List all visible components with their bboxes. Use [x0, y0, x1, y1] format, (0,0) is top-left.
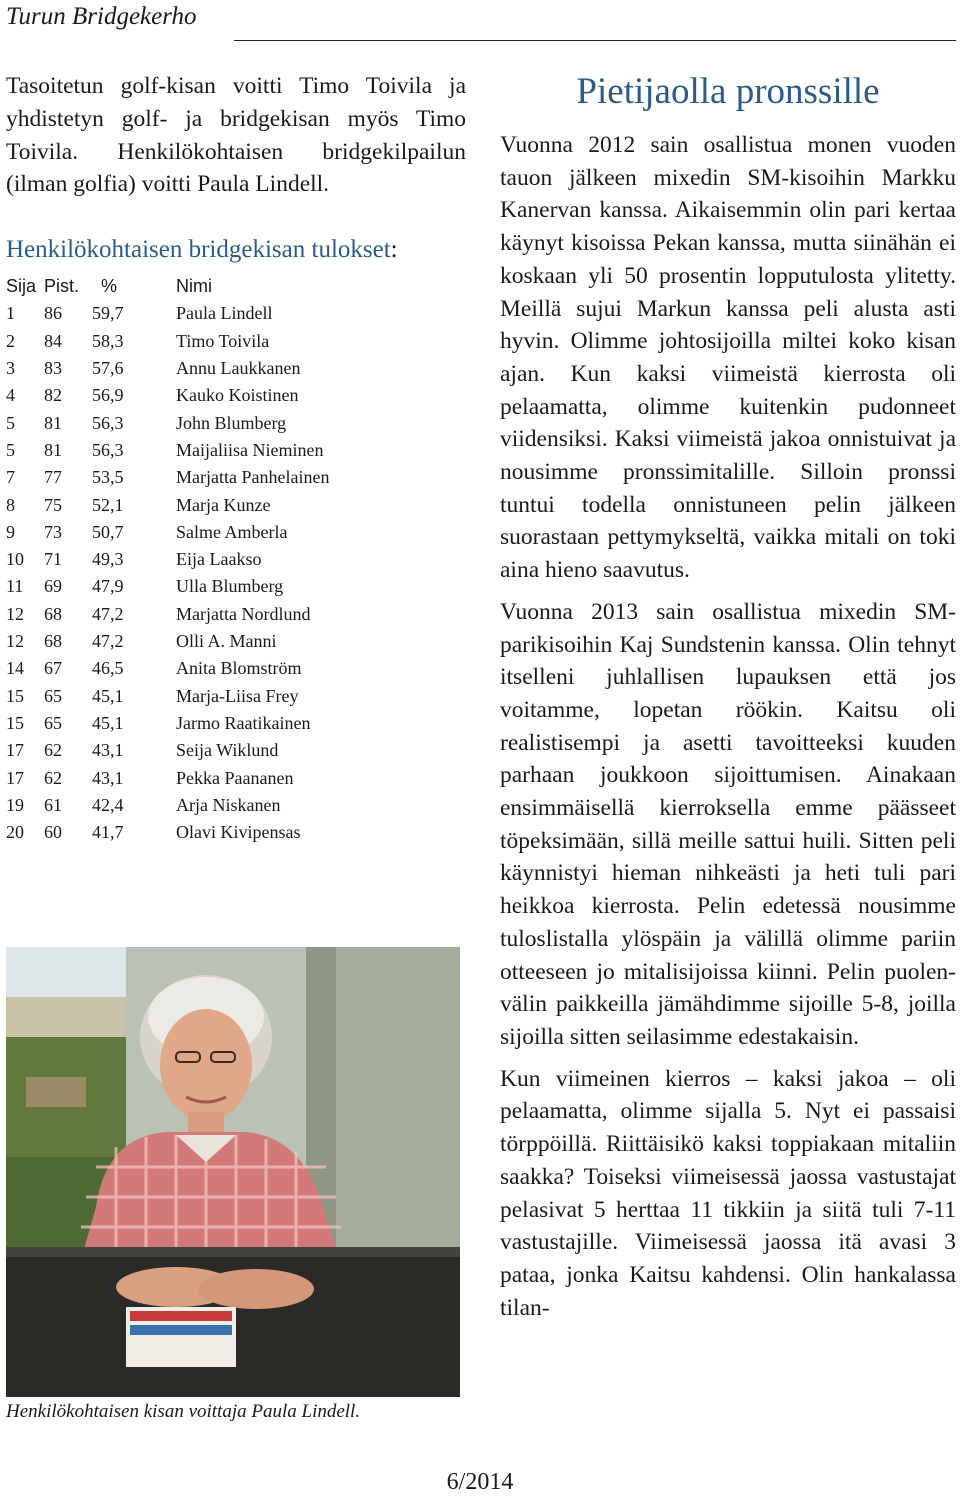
table-row [6, 737, 466, 764]
result-cell-sija: 5 [6, 412, 15, 433]
result-cell-pct: 45,1 [92, 712, 124, 733]
result-cell-pist: 67 [44, 658, 62, 679]
table-row [6, 464, 466, 491]
column-header-percent: % [101, 276, 118, 297]
result-cell-pct: 53,5 [92, 467, 124, 488]
result-cell-sija: 2 [6, 330, 15, 351]
result-cell-pct: 43,1 [92, 767, 124, 788]
result-cell-pct: 56,3 [92, 412, 124, 433]
result-cell-pist: 65 [44, 712, 62, 733]
column-header-pist: Pist. [44, 276, 80, 297]
column-header-sija: Sija [6, 276, 37, 297]
table-row [6, 519, 466, 546]
header-rule [234, 40, 956, 41]
article-paragraph-2: Vuonna 2013 sain osallistua mixedin SM-parikisoihin Kaj Sundstenin kanssa. Olin tehnyt itselleni juhlallisen lupauksen että jos voitamme, lopetan röökin. Kaitsu oli realistisempi ja asetti tavoitteeksi kuuden parhaan joukkoon sijoittumisen. Ainakaan ensimmäisellä kierroksella emme päässeet töpeksimään, sillä meille sattui huili. Sitten peli käynnistyi hieman nihkeästi ja heti tuli pari heikkoa kierrosta. Pelin edetessä nousimme tuloslistalla ylöspäin ja välillä olimme pariin otteeseen jo mitalisijoissa kiinni. Pelin puolenvälin paikkeilla jämähdimme sijoille 5-8, joilla sijoilla sitten seilasimme edestakaisin. [500, 598, 956, 1050]
result-cell-pist: 75 [44, 494, 62, 515]
result-cell-pct: 58,3 [92, 330, 124, 351]
result-cell-nimi: Eija Laakso [176, 549, 262, 570]
result-cell-pct: 50,7 [92, 521, 124, 542]
result-cell-sija: 12 [6, 603, 24, 624]
result-cell-pist: 71 [44, 549, 62, 570]
table-row [6, 382, 466, 409]
table-row [6, 546, 466, 573]
result-cell-pct: 41,7 [92, 822, 124, 843]
result-cell-sija: 3 [6, 358, 15, 379]
result-cell-sija: 7 [6, 467, 15, 488]
result-cell-pct: 49,3 [92, 549, 124, 570]
result-cell-pist: 69 [44, 576, 62, 597]
result-cell-nimi: Marjatta Nordlund [176, 603, 311, 624]
result-cell-pct: 57,6 [92, 358, 124, 379]
result-cell-pist: 68 [44, 631, 62, 652]
result-cell-nimi: Olavi Kivipensas [176, 822, 301, 843]
result-cell-pist: 84 [44, 330, 62, 351]
page-number: 6/2014 [446, 1469, 514, 1495]
result-cell-sija: 20 [6, 822, 24, 843]
table-row [6, 573, 466, 600]
result-cell-pist: 81 [44, 439, 62, 460]
right-column [500, 70, 956, 1324]
result-cell-sija: 12 [6, 631, 24, 652]
table-row [6, 655, 466, 682]
result-cell-nimi: John Blumberg [176, 412, 287, 433]
result-cell-pct: 59,7 [92, 303, 124, 324]
result-cell-pct: 47,2 [92, 603, 124, 624]
table-row [6, 328, 466, 355]
result-cell-nimi: Marja Kunze [176, 494, 271, 515]
result-cell-pct: 47,2 [92, 631, 124, 652]
result-cell-pist: 81 [44, 412, 62, 433]
results-heading-text: Henkilökohtaisen bridgekisan tulokset [6, 236, 391, 264]
table-row [6, 792, 466, 819]
left-column [6, 70, 466, 846]
result-cell-nimi: Annu Laukkanen [176, 358, 301, 379]
results-heading-colon: : [390, 236, 398, 264]
result-cell-pct: 47,9 [92, 576, 124, 597]
result-cell-pist: 83 [44, 358, 62, 379]
result-cell-pist: 73 [44, 521, 62, 542]
article-paragraph-3: Kun viimeinen kierros – kaksi jakoa – oli pelaamatta, olimme sijalla 5. Nyt ei passaisi törppöillä. Riittäisikö kaksi toppiakaan mitaliin saakka? Toiseksi viimeisessä jaossa vastustajat pelasivat 5 herttaa 11 tikkiin ja siitä tuli 7-11 vastustajille. Viimeisessä jaossa itä avasi 3 pataa, jonka Kaitsu kahdensi. Olin hankalassa tilan- [500, 1065, 956, 1321]
table-row [6, 355, 466, 382]
result-cell-nimi: Kauko Koistinen [176, 385, 299, 406]
table-row [6, 628, 466, 655]
table-row [6, 819, 466, 846]
result-cell-nimi: Arja Niskanen [176, 794, 281, 815]
table-row [6, 601, 466, 628]
result-cell-nimi: Seija Wiklund [176, 740, 279, 761]
result-cell-nimi: Ulla Blumberg [176, 576, 284, 597]
table-row [6, 300, 466, 327]
intro-paragraph: Tasoitetun golf-kisan voitti Timo Toivila ja yhdistetyn golf- ja bridgekisan myös Timo Toivila. Henkilökohtaisen bridgekilpailun (ilman golfia) voitti Paula Lindell. [6, 73, 466, 198]
result-cell-pist: 60 [44, 822, 62, 843]
photo-caption: Henkilökohtaisen kisan voittaja Paula Lindell. [6, 1401, 361, 1422]
article-title: Pietijaolla pronssille [576, 71, 880, 112]
result-cell-sija: 4 [6, 385, 15, 406]
result-cell-nimi: Olli A. Manni [176, 631, 277, 652]
result-cell-sija: 14 [6, 658, 24, 679]
table-row [6, 492, 466, 519]
result-cell-nimi: Paula Lindell [176, 303, 273, 324]
column-header-nimi: Nimi [176, 276, 212, 297]
result-cell-pct: 43,1 [92, 740, 124, 761]
result-cell-nimi: Marjatta Panhelainen [176, 467, 330, 488]
result-cell-sija: 15 [6, 712, 24, 733]
publication-title: Turun Bridgekerho [6, 3, 197, 30]
results-heading [6, 233, 466, 266]
result-cell-pist: 62 [44, 740, 62, 761]
result-cell-pct: 42,4 [92, 794, 124, 815]
article-paragraph-1: Vuonna 2012 sain osallistua monen vuoden tauon jälkeen mixedin SM-kisoihin Markku Kanervan kanssa. Aikaisemmin olin pari kertaa käynyt kisoissa Pekan kanssa, mutta siinähän ei koskaan yli 50 prosentin lopputulosta ylitetty. Meillä sujui Markun kanssa peli alusta asti hyvin. Olimme johtosijoilla miltei koko kisan ajan. Kun kaksi viimeistä kierrosta oli pelaamatta, olimme kuitenkin pudonneet viidensiksi. Kaksi viimeistä jakoa onnistuivat ja nousimme pronssimitalille. Silloin pronssi tuntui todella onnistuneen pelin jälkeen suorastaan pettymykseltä, vaikka mitali on toki aina hieno saavutus. [500, 132, 956, 584]
result-cell-sija: 5 [6, 439, 15, 460]
result-cell-pist: 86 [44, 303, 62, 324]
winner-photo [6, 947, 460, 1397]
winner-photo-illustration [6, 947, 460, 1397]
result-cell-pct: 46,5 [92, 658, 124, 679]
result-cell-sija: 11 [6, 576, 24, 597]
result-cell-nimi: Anita Blomström [176, 658, 302, 679]
result-cell-pist: 82 [44, 385, 62, 406]
result-cell-nimi: Jarmo Raatikainen [176, 712, 311, 733]
table-row [6, 683, 466, 710]
table-row [6, 765, 466, 792]
result-cell-nimi: Marja-Liisa Frey [176, 685, 299, 706]
result-cell-nimi: Salme Amberla [176, 521, 288, 542]
result-cell-sija: 9 [6, 521, 15, 542]
table-row [6, 710, 466, 737]
result-cell-sija: 8 [6, 494, 15, 515]
result-cell-sija: 1 [6, 303, 15, 324]
result-cell-sija: 17 [6, 767, 24, 788]
result-cell-pist: 62 [44, 767, 62, 788]
result-cell-pct: 45,1 [92, 685, 124, 706]
result-cell-pct: 56,9 [92, 385, 124, 406]
table-row [6, 437, 466, 464]
result-cell-nimi: Timo Toivila [176, 330, 270, 351]
result-cell-pist: 77 [44, 467, 62, 488]
table-row [6, 410, 466, 437]
page-header [6, 0, 956, 42]
result-cell-sija: 19 [6, 794, 24, 815]
result-cell-sija: 10 [6, 549, 24, 570]
result-cell-nimi: Maijaliisa Nieminen [176, 439, 324, 460]
result-cell-pist: 61 [44, 794, 62, 815]
result-cell-pist: 65 [44, 685, 62, 706]
result-cell-pist: 68 [44, 603, 62, 624]
result-cell-sija: 17 [6, 740, 24, 761]
result-cell-sija: 15 [6, 685, 24, 706]
results-header-row [6, 273, 466, 300]
result-cell-pct: 52,1 [92, 494, 124, 515]
results-table [6, 273, 466, 846]
result-cell-nimi: Pekka Paananen [176, 767, 294, 788]
result-cell-pct: 56,3 [92, 439, 124, 460]
